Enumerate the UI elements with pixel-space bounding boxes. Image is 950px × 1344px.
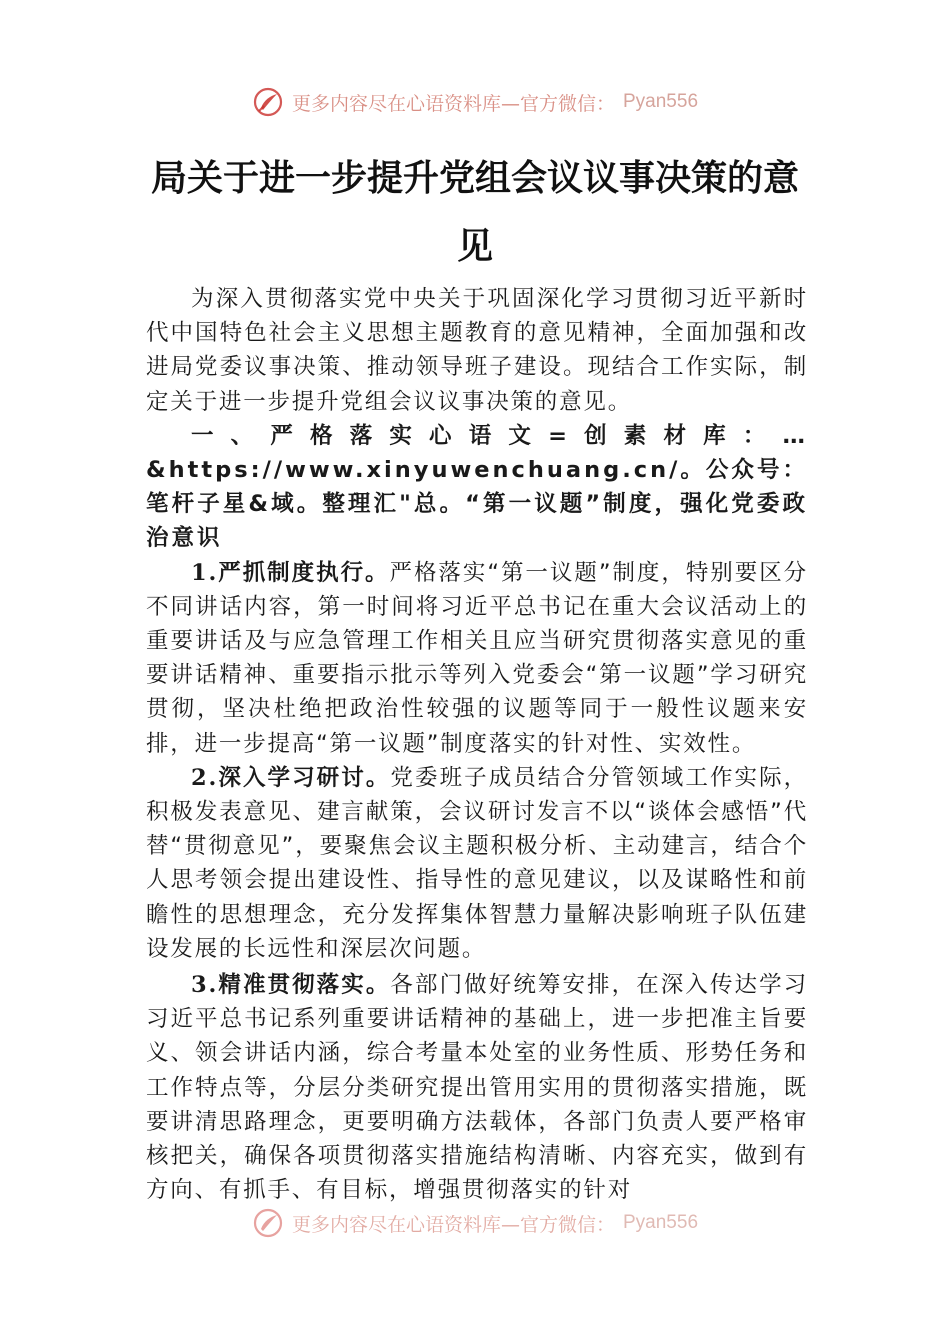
paragraph-intro: 为深入贯彻落实党中央关于巩固深化学习贯彻习近平新时代中国特色社会主义思想主题教育的意见精神，全面加强和改进局党委议事决策、推动领导班子建设。现结合工作实际，制定关于进一步提升党组会议议事决策的意见。: [146, 286, 808, 415]
watermark-footer: [0, 1203, 950, 1243]
item3-body: 各部门做好统筹安排，在深入传达学习习近平总书记系列重要讲话精神的基础上，进一步把准主旨要义、领会讲话内涵，综合考量本处室的业务性质、形势任务和工作特点等，分层分类研究提出管用实用的贯彻落实措施，既要讲清思路理念，更要明确方法载体，各部门负责人要严格审核把关，确保各项贯彻落实措施结构清晰、内容充实，做到有方向、有抓手、有目标，增强贯彻落实的针对: [146, 972, 808, 1204]
item3-lead: 3.精准贯彻落实。: [191, 972, 391, 999]
item2-body: 党委班子成员结合分管领域工作实际，积极发表意见、建言献策，会议研讨发言不以“谈体会感悟”代替“贯彻意见”，要聚焦会议主题积极分析、主动建言，结合个人思考领会提出建设性、指导性的意见建议，以及谋略性和前瞻性的思想理念，充分发挥集体智慧力量解决影响班子队伍建设发展的长远性和深层次问题。: [146, 764, 808, 962]
document-title-line2: 见: [456, 225, 493, 267]
item1-lead: 1.严抓制度执行。: [191, 559, 390, 586]
watermark-id: Pyan556: [623, 91, 699, 112]
watermark-text: 更多内容尽在心语资料库—官方微信：: [291, 92, 615, 115]
brush-logo-icon-footer: [252, 1207, 284, 1239]
watermark-text-footer: 更多内容尽在心语资料库—官方微信：: [291, 1213, 615, 1236]
paragraph-item1: [146, 556, 808, 761]
item1-body: 严格落实“第一议题”制度，特别要区分不同讲话内容，第一时间将习近平总书记在重大会议活动上的重要讲话及与应急管理工作相关且应当研究贯彻落实意见的重要讲话精神、重要指示批示等列入党委会“第一议题”学习研究贯彻，坚决杜绝把政治性较强的议题等同于一般性议题来安排，进一步提高“第一议题”制度落实的针对性、实效性。: [146, 559, 808, 757]
paragraph-item2: [146, 761, 808, 966]
watermark-id-footer: Pyan556: [623, 1212, 699, 1233]
document-title-line1: 局关于进一步提升党组会议议事决策的意: [150, 157, 799, 199]
item2-lead: 2.深入学习研讨。: [191, 764, 391, 791]
document-body: [146, 282, 808, 1207]
paragraph-item3: [146, 968, 808, 1207]
section-heading-1: 一、严格落实心语文=创素材库：…&https://www.xinyuwenchuang.cn/。公众号：笔杆子星&域。整理汇"总。“第一议题”制度，强化党委政治意识: [146, 422, 808, 552]
